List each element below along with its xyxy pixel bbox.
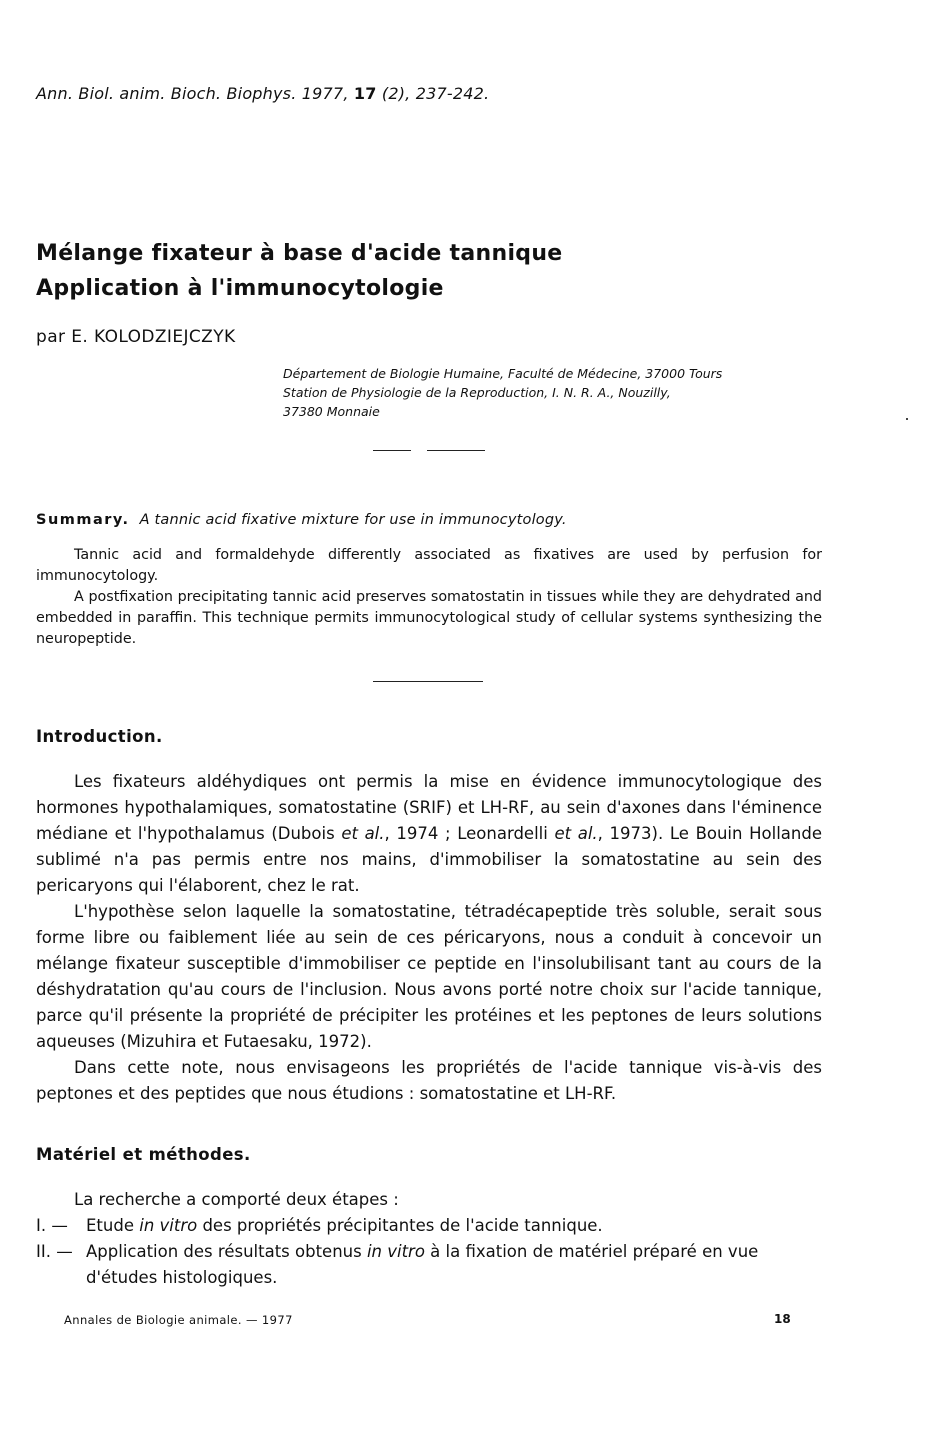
introduction-heading: Introduction. <box>36 727 163 746</box>
introduction-body <box>36 769 822 1107</box>
title-line-2: Application à l'immunocytologie <box>36 276 444 301</box>
step-1-text-a: Etude <box>86 1216 140 1235</box>
footer-page-number: 18 <box>774 1312 791 1326</box>
introduction-paragraph-2: L'hypothèse selon laquelle la somatostatine, tétradécapeptide très soluble, serait sous forme libre ou faiblement liée au sein de ces péricaryons, nous a conduit à concevoir un mélange fixateur susceptible d'immobiliser ce peptide en l'insolubilisant tant au cours de la déshydratation qu'au cours de l'inclusion. Nous avons porté notre choix sur l'acide tannique, parce qu'il présente la propriété de précipiter les protéines et les peptones de leurs solutions aqueuses (Mizuhira et Futaesaku, 1972). <box>36 902 822 1051</box>
affiliation-line-3: 37380 Monnaie <box>283 404 380 419</box>
summary-body <box>36 545 822 650</box>
step-2-number: II. — <box>36 1242 73 1261</box>
title-line-1: Mélange fixateur à base d'acide tannique <box>36 241 563 266</box>
journal-abbrev: Ann. Biol. anim. Bioch. Biophys. <box>36 84 297 103</box>
journal-issue-pages: (2), 237-242. <box>381 84 490 103</box>
summary-paragraph-2: A postfixation precipitating tannic acid preserves somatostatin in tissues while they are dehydrated and embedded in paraffin. This technique permits immunocytological study of cellular systems synthesizing the neuropeptide. <box>36 589 822 647</box>
summary-subtitle: A tannic acid fixative mixture for use in immunocytology. <box>139 512 567 528</box>
methods-heading: Matériel et méthodes. <box>36 1145 251 1164</box>
step-2-text-b: à la fixation de matériel préparé en vue d'études histologiques. <box>86 1242 759 1287</box>
step-1-text-b: des propriétés précipitantes de l'acide tannique. <box>197 1216 603 1235</box>
summary-divider <box>373 681 483 682</box>
step-2-text-a: Application des résultats obtenus <box>86 1242 367 1261</box>
methods-steps <box>36 1187 822 1291</box>
title-divider-left <box>373 450 411 451</box>
journal-year: 1977, <box>301 84 349 103</box>
methods-step-2 <box>36 1239 822 1291</box>
intro-p1-text-a: Les fixateurs aldéhydiques ont permis la mise en évidence immunocytologique des hormones hypothalamiques, somatostatine (SRIF) et LH-RF, au sein d'axones dans l'éminence médiane et l'hypothalamus (Dubois <box>36 772 822 843</box>
step-2-emphasis: in vitro <box>366 1242 425 1261</box>
affiliation <box>283 364 722 421</box>
methods-lead: La recherche a comporté deux étapes : <box>74 1190 399 1209</box>
intro-p1-etal-2: et al. <box>554 824 598 843</box>
article-title <box>36 236 563 306</box>
summary-heading <box>36 512 567 528</box>
methods-step-1 <box>36 1213 822 1239</box>
author-line: par E. KOLODZIEJCZYK <box>36 327 236 347</box>
title-divider-right <box>427 450 485 451</box>
summary-paragraph-1: Tannic acid and formaldehyde differently associated as fixatives are used by perfusion for immunocytology. <box>36 547 822 584</box>
introduction-paragraph-3: Dans cette note, nous envisageons les propriétés de l'acide tannique vis-à-vis des peptones et des peptides que nous étudions : somatostatine et LH-RF. <box>36 1058 822 1103</box>
journal-volume: 17 <box>353 84 377 103</box>
intro-p1-text-b: , 1974 ; Leonardelli <box>384 824 555 843</box>
intro-p1-etal-1: et al. <box>341 824 385 843</box>
affiliation-line-2: Station de Physiologie de la Reproduction, I. N. R. A., Nouzilly, <box>283 385 671 400</box>
step-1-emphasis: in vitro <box>139 1216 198 1235</box>
scan-speck <box>906 418 908 420</box>
introduction-paragraph-1 <box>36 769 822 899</box>
journal-reference <box>36 84 489 103</box>
affiliation-line-1: Département de Biologie Humaine, Faculté de Médecine, 37000 Tours <box>283 366 723 381</box>
step-1-text <box>86 1213 822 1239</box>
summary-label: Summary. <box>36 512 130 528</box>
step-1-number: I. — <box>36 1216 68 1235</box>
intro-p1-text-c: , 1973). Le Bouin Hollande sublimé n'a pas permis entre nos mains, d'immobiliser la somatostatine au sein des pericaryons qui l'élaborent, chez le rat. <box>36 824 822 895</box>
step-2-text <box>86 1239 822 1291</box>
footer-journal: Annales de Biologie animale. — 1977 <box>64 1313 293 1327</box>
